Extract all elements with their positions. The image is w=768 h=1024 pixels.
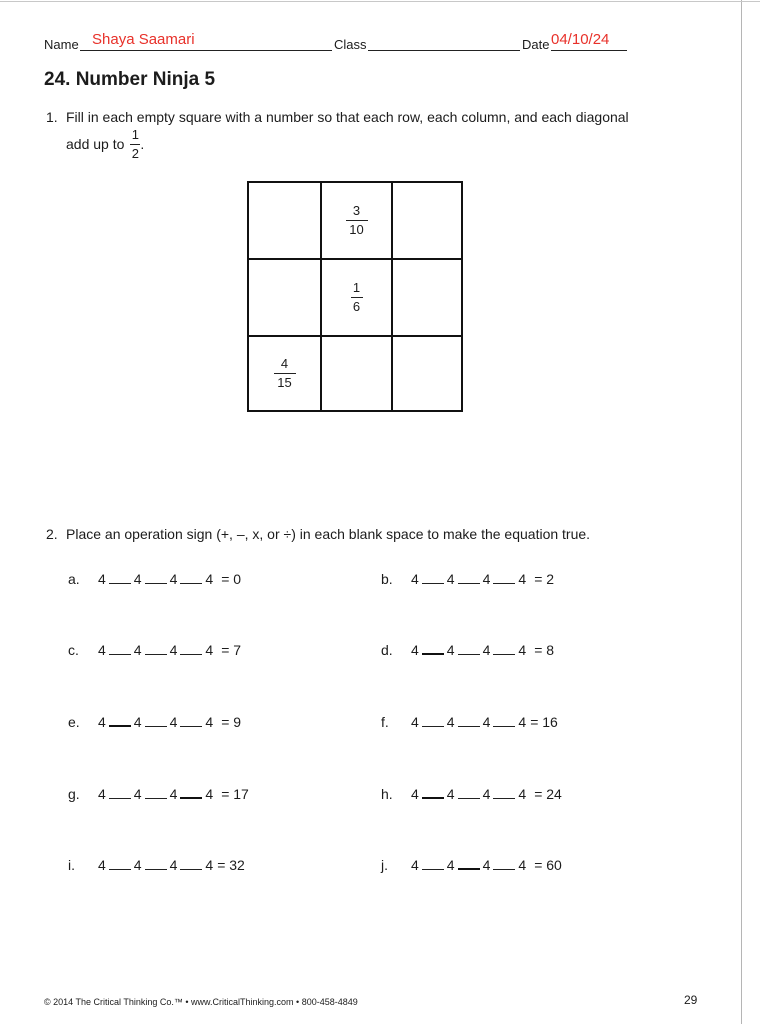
- grid-numerator: 1: [352, 280, 361, 296]
- operand: 4: [133, 714, 142, 730]
- q2-number: 2.: [46, 526, 58, 542]
- operand: 4: [411, 786, 419, 802]
- operation-blank[interactable]: [180, 573, 202, 584]
- equation-h: [381, 786, 562, 802]
- operand: 4: [411, 571, 419, 587]
- equation-i: [68, 857, 245, 873]
- name-label: Name: [44, 37, 79, 52]
- operand: 4: [205, 786, 214, 802]
- q1-text-line1: Fill in each empty square with a number so that each row, each column, and each diagonal: [66, 109, 629, 125]
- q1-text-line2: [66, 128, 144, 160]
- q2-text: Place an operation sign (+, –, x, or ÷) in each blank space to make the equation true.: [66, 526, 591, 542]
- operand: 4: [205, 857, 214, 873]
- operand: 4: [205, 714, 214, 730]
- operation-blank[interactable]: [493, 716, 515, 727]
- grid-fraction-r1c2: [346, 204, 368, 236]
- operation-blank[interactable]: [145, 644, 167, 655]
- grid-denominator: 15: [277, 375, 292, 390]
- q1-text-line2-label: add up to: [66, 136, 125, 153]
- operation-blank[interactable]: [180, 787, 202, 799]
- operation-blank[interactable]: [422, 716, 444, 727]
- operation-blank[interactable]: [109, 859, 131, 870]
- grid-numerator: 3: [352, 203, 361, 219]
- grid-fraction-r3c1: [274, 357, 296, 389]
- q1-target-fraction: [130, 128, 140, 160]
- grid-cell-r3c2[interactable]: [322, 337, 391, 410]
- operand: 4: [482, 857, 491, 873]
- grid-denominator: 10: [349, 222, 364, 237]
- operand: 4: [133, 857, 142, 873]
- equation-result: = 60: [534, 857, 562, 873]
- equation-f: [381, 714, 558, 730]
- equation-result: = 0: [221, 571, 242, 587]
- equation-label: d.: [381, 642, 393, 658]
- equation-a: [68, 571, 241, 587]
- operand: 4: [482, 642, 491, 658]
- page-number: 29: [684, 993, 698, 1007]
- operand: 4: [133, 786, 142, 802]
- grid-numerator: 4: [280, 356, 289, 372]
- grid-cell-r1c3[interactable]: [393, 183, 461, 258]
- operation-blank[interactable]: [180, 716, 202, 727]
- scan-edge-top: [0, 1, 760, 2]
- grid-cell-r2c3[interactable]: [393, 260, 461, 335]
- equation-b: [381, 571, 554, 587]
- equation-label: c.: [68, 642, 79, 658]
- operation-blank[interactable]: [145, 788, 167, 799]
- grid-cell-r3c3[interactable]: [393, 337, 461, 410]
- grid-cell-r3c1: [249, 337, 320, 410]
- equation-result: = 2: [534, 571, 555, 587]
- q1-target-tail: .: [140, 136, 145, 153]
- operation-blank[interactable]: [493, 859, 515, 870]
- equation-result: = 24: [534, 786, 562, 802]
- name-underline: [80, 50, 332, 51]
- equation-result: = 8: [534, 642, 555, 658]
- equation-label: h.: [381, 786, 393, 802]
- q1-target-denominator: 2: [131, 145, 139, 161]
- operand: 4: [205, 571, 214, 587]
- operand: 4: [411, 714, 419, 730]
- equation-result: = 32: [217, 857, 245, 873]
- operation-blank[interactable]: [422, 643, 444, 655]
- equation-d: [381, 642, 554, 658]
- operand: 4: [518, 857, 527, 873]
- equation-result: = 7: [221, 642, 242, 658]
- operation-blank[interactable]: [458, 573, 480, 584]
- operation-blank[interactable]: [145, 716, 167, 727]
- operation-blank[interactable]: [458, 858, 480, 870]
- class-underline: [368, 50, 520, 51]
- equation-label: b.: [381, 571, 393, 587]
- magic-square-grid: [247, 181, 463, 412]
- operation-blank[interactable]: [180, 644, 202, 655]
- operation-blank[interactable]: [109, 573, 131, 584]
- operation-blank[interactable]: [422, 859, 444, 870]
- operand: 4: [169, 571, 178, 587]
- fraction-bar: [351, 297, 363, 298]
- operand: 4: [98, 786, 106, 802]
- operand: 4: [518, 714, 527, 730]
- footer-copyright: © 2014 The Critical Thinking Co.™ • www.CriticalThinking.com • 800-458-4849: [44, 997, 358, 1007]
- date-value: 04/10/24: [551, 31, 610, 48]
- operand: 4: [518, 642, 527, 658]
- operand: 4: [133, 571, 142, 587]
- grid-fraction-r2c2: [351, 281, 363, 313]
- grid-denominator: 6: [352, 299, 361, 314]
- q1-number: 1.: [46, 109, 58, 125]
- operand: 4: [411, 642, 419, 658]
- operand: 4: [169, 857, 178, 873]
- date-label: Date: [522, 37, 550, 52]
- operand: 4: [98, 642, 106, 658]
- operation-blank[interactable]: [422, 573, 444, 584]
- operation-blank[interactable]: [458, 644, 480, 655]
- operand: 4: [169, 642, 178, 658]
- equation-label: e.: [68, 714, 80, 730]
- operand: 4: [446, 714, 455, 730]
- class-label: Class: [334, 37, 367, 52]
- operation-blank[interactable]: [493, 573, 515, 584]
- operation-blank[interactable]: [109, 788, 131, 799]
- equation-result: = 16: [530, 714, 558, 730]
- fraction-bar: [346, 220, 368, 221]
- fraction-bar: [274, 373, 296, 374]
- equation-result: = 9: [221, 714, 242, 730]
- operation-blank[interactable]: [458, 716, 480, 727]
- equation-e: [68, 714, 241, 730]
- operand: 4: [482, 714, 491, 730]
- operand: 4: [446, 571, 455, 587]
- operand: 4: [518, 786, 527, 802]
- fraction-bar: [130, 144, 140, 145]
- operand: 4: [446, 857, 455, 873]
- operand: 4: [518, 571, 527, 587]
- equation-label: i.: [68, 857, 75, 873]
- operand: 4: [446, 786, 455, 802]
- name-value: Shaya Saamari: [92, 31, 195, 48]
- equation-c: [68, 642, 241, 658]
- grid-cell-r1c2: [322, 183, 391, 258]
- scan-edge-right: [741, 0, 742, 1024]
- page-title: 24. Number Ninja 5: [44, 69, 216, 90]
- equation-j: [381, 857, 562, 873]
- operand: 4: [482, 786, 491, 802]
- operation-blank[interactable]: [493, 644, 515, 655]
- operation-blank[interactable]: [493, 788, 515, 799]
- equation-label: f.: [381, 714, 389, 730]
- equation-g: [68, 786, 249, 802]
- operation-blank[interactable]: [458, 788, 480, 799]
- equation-result: = 17: [221, 786, 249, 802]
- operand: 4: [205, 642, 214, 658]
- equation-label: a.: [68, 571, 80, 587]
- operand: 4: [98, 571, 106, 587]
- operation-blank[interactable]: [145, 859, 167, 870]
- operation-blank[interactable]: [109, 715, 131, 727]
- operand: 4: [98, 857, 106, 873]
- operation-blank[interactable]: [145, 573, 167, 584]
- operation-blank[interactable]: [422, 787, 444, 799]
- grid-cell-r2c2: [322, 260, 391, 335]
- operand: 4: [133, 642, 142, 658]
- operand: 4: [446, 642, 455, 658]
- operand: 4: [98, 714, 106, 730]
- operand: 4: [169, 786, 178, 802]
- operand: 4: [482, 571, 491, 587]
- operation-blank[interactable]: [180, 859, 202, 870]
- date-underline: [551, 50, 627, 51]
- q1-target-numerator: 1: [131, 127, 139, 142]
- equation-label: j.: [381, 857, 388, 873]
- grid-cell-r2c1[interactable]: [249, 260, 320, 335]
- equation-label: g.: [68, 786, 80, 802]
- operation-blank[interactable]: [109, 644, 131, 655]
- grid-cell-r1c1[interactable]: [249, 183, 320, 258]
- operand: 4: [411, 857, 419, 873]
- operand: 4: [169, 714, 178, 730]
